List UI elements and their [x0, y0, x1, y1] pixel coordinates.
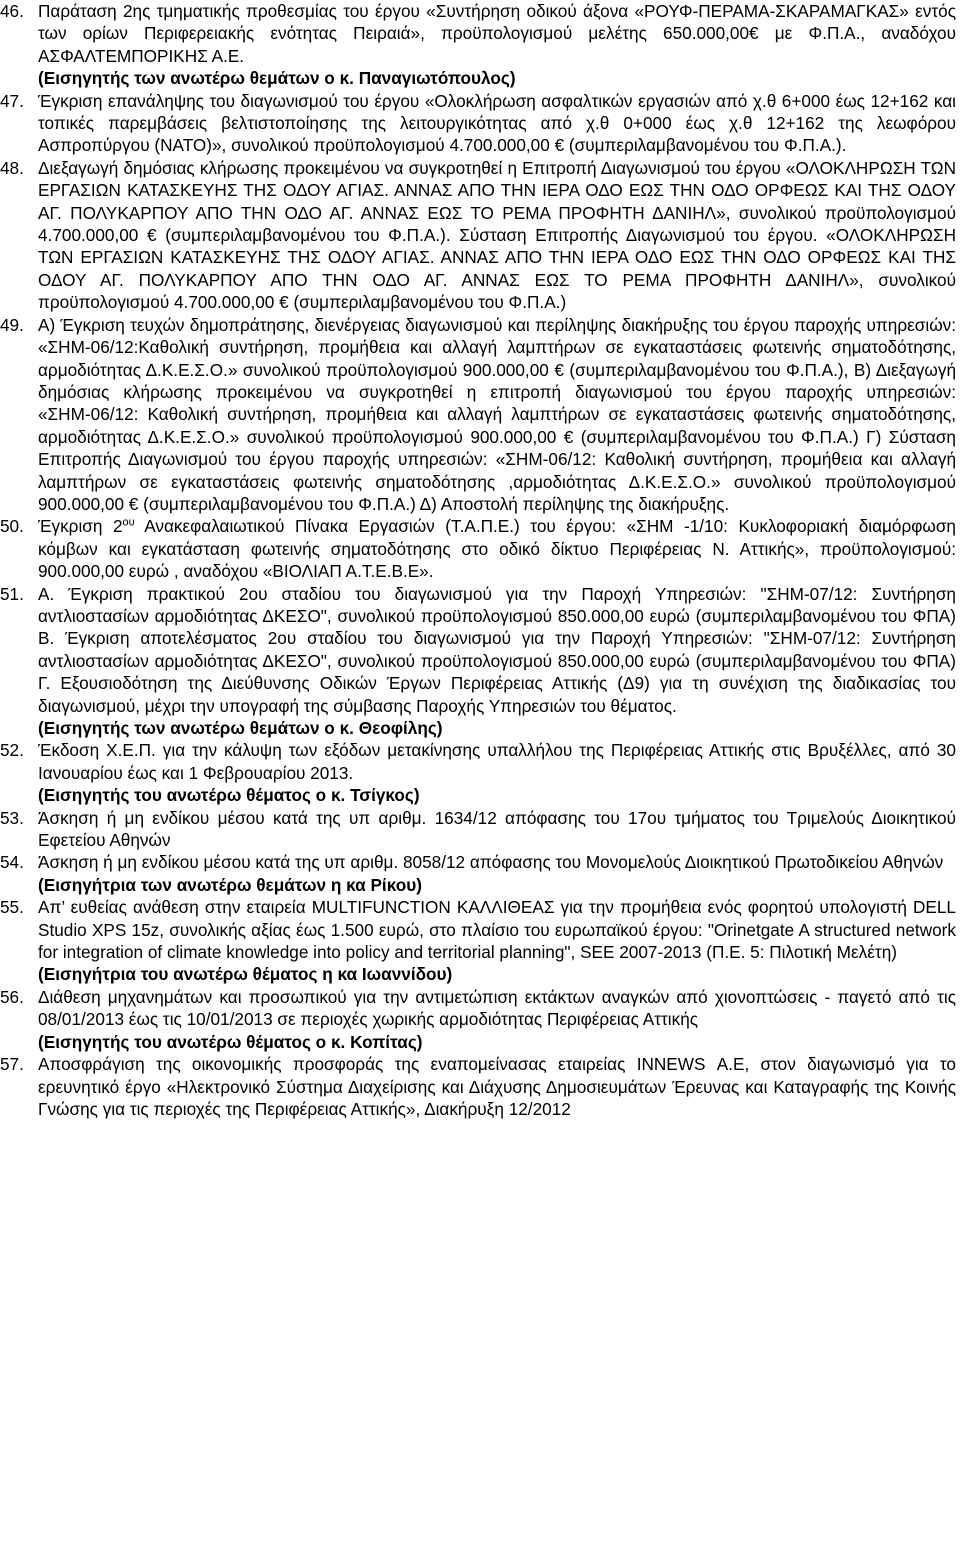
item-text-main: Απ’ ευθείας ανάθεση στην εταιρεία MULTIFUNCTION ΚΑΛΛΙΘΕΑΣ για την προμήθεια ενός φορητού υπολογιστή DELL Studio XPS 15z, συνολικής αξίας έως 1.500 ευρώ, στο πλαίσιο του ευρωπαϊκού έργου: "Orinetgate A structured network for integration of climate knowledge into policy and territorial planning", SEE 2007-2013 (Π.Ε. 5: Πιλοτική Μελέτη): [38, 897, 956, 963]
rapporteur-line: (Εισηγητής του ανωτέρω θέματος ο κ. Τσίγκος): [38, 785, 420, 806]
item-number: 51.: [0, 583, 24, 604]
agenda-item-50: [0, 515, 956, 582]
item-text: Άσκηση ή μη ενδίκου μέσου κατά της υπ αριθμ. 1634/12 απόφασης του 17ου τμήματος του Τριμελούς Διοικητικού Εφετείου Αθηνών: [38, 807, 956, 851]
agenda-item-56: [0, 986, 956, 1053]
item-text: Αποσφράγιση της οικονομικής προσφοράς της εναπομείνασας εταιρείας INNEWS Α.Ε, στον διαγωνισμό για το ερευνητικό έργο «Ηλεκτρονικό Σύστημα Διαχείρισης και Διάχυσης Δημοσιευμάτων Έρευνας και Καταγραφής της Κοινής Γνώσης για τις περιοχές της Περιφέρειας Αττικής», Διακήρυξη 12/2012: [38, 1054, 956, 1119]
item-number: 52.: [0, 740, 24, 761]
item-text-start: Έγκριση 2: [38, 516, 123, 537]
agenda-item-54: [0, 851, 956, 896]
item-number: 50.: [0, 516, 24, 537]
ordinal-superscript: ου: [122, 516, 135, 529]
item-number: 48.: [0, 157, 24, 178]
item-number: 56.: [0, 986, 24, 1007]
rapporteur-line: (Εισηγητής των ανωτέρω θεμάτων ο κ. Θεοφίλης): [38, 718, 443, 738]
item-text: Διεξαγωγή δημόσιας κλήρωσης προκειμένου να συγκροτηθεί η Επιτροπή Διαγωνισμού του έργου «ΟΛΟΚΛΗΡΩΣΗ ΤΩΝ ΕΡΓΑΣΙΩΝ ΚΑΤΑΣΚΕΥΗΣ ΤΗΣ ΟΔΟΥ ΑΓΙΑΣ. ΑΝΝΑΣ ΑΠΟ ΤΗΝ ΙΕΡΑ ΟΔΟ ΕΩΣ ΤΗΝ ΟΔΟ ΟΡΦΕΩΣ ΚΑΙ ΤΗΣ ΟΔΟΥ ΑΓ. ΠΟΛΥΚΑΡΠΟΥ ΑΠΟ ΤΗΝ ΟΔΟ ΑΓ. ΑΝΝΑΣ ΕΩΣ ΤΟ ΡΕΜΑ ΠΡΟΦΗΤΗ ΔΑΝΙΗΛ», συνολικού προϋπολογισμού 4.700.000,00 € (συμπεριλαμβανομένου του Φ.Π.Α.). Σύσταση Επιτροπής Διαγωνισμού του έργου. «ΟΛΟΚΛΗΡΩΣΗ ΤΩΝ ΕΡΓΑΣΙΩΝ ΚΑΤΑΣΚΕΥΗΣ ΤΗΣ ΟΔΟΥ ΑΓΙΑΣ. ΑΝΝΑΣ ΑΠΟ ΤΗΝ ΙΕΡΑ ΟΔΟ ΕΩΣ ΤΗΝ ΟΔΟ ΟΡΦΕΩΣ ΚΑΙ ΤΗΣ ΟΔΟΥ ΑΓ. ΠΟΛΥΚΑΡΠΟΥ ΑΠΟ ΤΗΝ ΟΔΟ ΑΓ. ΑΝΝΑΣ ΕΩΣ ΤΟ ΡΕΜΑ ΠΡΟΦΗΤΗ ΔΑΝΙΗΛ», συνολικού προϋπολογισμού 4.700.000,00 € (συμπεριλαμβανομένου του Φ.Π.Α.): [38, 157, 956, 313]
item-number: 47.: [0, 90, 24, 111]
item-number: 57.: [0, 1054, 24, 1075]
item-number: 55.: [0, 897, 24, 918]
rapporteur-line: (Εισηγητής του ανωτέρω θέματος ο κ. Κοπίτας): [38, 1031, 423, 1052]
item-text: Α. Έγκριση πρακτικού 2ου σταδίου του διαγωνισμού για την Παροχή Υπηρεσιών: "ΣΗΜ-07/12: Συντήρηση αντλιοστασίων αρμοδιότητας ΔΚΕΣΟ", συνολικού προϋπολογισμού 850.000,00 ευρώ (συμπεριλαμβανομένου του ΦΠΑ) Β. Έγκριση αποτελέσματος 2ου σταδίου του διαγωνισμού για την Παροχή Υπηρεσιών: "ΣΗΜ-07/12: Συντήρηση αντλιοστασίων αρμοδιότητας ΔΚΕΣΟ", συνολικού προϋπολογισμού 850.000,00 ευρώ (συμπεριλαμβανομένου του ΦΠΑ) Γ. Εξουσιοδότηση της Διεύθυνσης Οδικών Έργων Περιφέρειας Αττικής (Δ9) για τη συνέχιση της διαδικασίας του διαγωνισμού, μέχρι την υπογραφή της σύμβασης Παροχής Υπηρεσιών του θέματος.: [38, 583, 956, 716]
item-text: [38, 851, 956, 896]
agenda-item-52: [0, 739, 956, 806]
item-text: [38, 896, 956, 986]
item-text: [38, 986, 956, 1053]
item-number: 46.: [0, 1, 24, 21]
item-text-main: Έκδοση Χ.Ε.Π. για την κάλυψη των εξόδων μετακίνησης υπαλλήλου της Περιφέρειας Αττικής στις Βρυξέλλες, από 30 Ιανουαρίου έως και 1 Φεβρουαρίου 2013.: [38, 740, 956, 783]
item-text: Έγκριση επανάληψης του διαγωνισμού του έργου «Ολοκλήρωση ασφαλτικών εργασιών από χ.θ 6+000 έως 12+162 και τοπικές παρεμβάσεις βελτιστοποίησης της λειτουργικότητας από χ.θ 0+000 έως χ.θ 12+162 της λεωφόρου Ασπροπύργου (ΝΑΤΟ)», συνολικού προϋπολογισμού 4.700.000,00 € (συμπεριλαμβανομένου του Φ.Π.Α.).: [38, 90, 956, 156]
agenda-item-57: [0, 1053, 956, 1120]
item-text: Α) Έγκριση τευχών δημοπράτησης, διενέργειας διαγωνισμού και περίληψης διακήρυξης του έργου παροχής υπηρεσιών: «ΣΗΜ-06/12:Καθολική συντήρηση, προμήθεια και αλλαγή λαμπτήρων σε εγκαταστάσεις φωτεινής σηματοδότησης, αρμοδιότητας Δ.Κ.Ε.Σ.Ο.» συνολικού προϋπολογισμού 900.000,00 € (συμπεριλαμβανομένου του Φ.Π.Α.), Β) Διεξαγωγή δημόσιας κλήρωσης προκειμένου να συγκροτηθεί η επιτροπή διαγωνισμού του έργου παροχής υπηρεσιών: «ΣΗΜ-06/12: Καθολική συντήρηση, προμήθεια και αλλαγή λαμπτήρων σε εγκαταστάσεις φωτεινής σηματοδότησης, αρμοδιότητας Δ.Κ.Ε.Σ.Ο.» συνολικού προϋπολογισμού 900.000,00 € (συμπεριλαμβανομένου του Φ.Π.Α.) Γ) Σύσταση Επιτροπής Διαγωνισμού του έργου παροχής υπηρεσιών: «ΣΗΜ-06/12: Καθολική συντήρηση, προμήθεια και αλλαγή λαμπτήρων σε εγκαταστάσεις φωτεινής σηματοδότησης ,αρμοδιότητας Δ.Κ.Ε.Σ.Ο.» συνολικού προϋπολογισμού 900.000,00 € (συμπεριλαμβανομένου του Φ.Π.Α.) Δ) Αποστολή περίληψης της διακήρυξης.: [38, 314, 956, 514]
item-text: Παράταση 2ης τμηματικής προθεσμίας του έργου «Συντήρηση οδικού άξονα «ΡΟΥΦ-ΠΕΡΑΜΑ-ΣΚΑΡΑΜΑΓΚΑΣ» εντός των ορίων Περιφερειακής ενότητας Πειραιά», προϋπολογισμού μελέτης 650.000,00€ με Φ.Π.Α., αναδόχου ΑΣΦΑΛΤΕΜΠΟΡΙΚΗΣ Α.Ε.: [38, 1, 956, 66]
item-number: 49.: [0, 314, 24, 335]
agenda-item-47: [0, 90, 956, 157]
item-text-end: Ανακεφαλαιωτικού Πίνακα Εργασιών (Τ.Α.Π.Ε.) του έργου: «ΣΗΜ -1/10: Κυκλοφοριακή διαμόρφωση κόμβων και εγκατάσταση φωτεινής σηματοδότησης στο οδικό δίκτυο Περιφέρειας Ν. Αττικής», προϋπολογισμού: 900.000,00 ευρώ , αναδόχου «ΒΙΟΛΙΑΠ Α.Τ.Ε.Β.Ε».: [38, 516, 956, 582]
item-number: 53.: [0, 807, 24, 828]
agenda-item-55: [0, 896, 956, 986]
agenda-item-53: [0, 807, 956, 852]
item-text: [38, 739, 956, 806]
rapporteur-line: (Εισηγήτρια του ανωτέρω θέματος η κα Ιωαννίδου): [38, 964, 453, 985]
agenda-item-46: [0, 0, 956, 67]
item-text: [38, 515, 956, 582]
rapporteur-line: (Εισηγητής των ανωτέρω θεμάτων ο κ. Παναγιωτόπουλος): [38, 68, 516, 89]
rapporteur-line: (Εισηγήτρια των ανωτέρω θεμάτων η κα Ρίκου): [38, 874, 422, 895]
item-text-main: Διάθεση μηχανημάτων και προσωπικού για την αντιμετώπιση εκτάκτων αναγκών από χιονοπτώσεις - παγετό από τις 08/01/2013 έως τις 10/01/2013 σε περιοχές χωρικής αρμοδιότητας Περιφέρειας Αττικής: [38, 986, 956, 1030]
item-text-main: Άσκηση ή μη ενδίκου μέσου κατά της υπ αριθμ. 8058/12 απόφασης του Μονομελούς Διοικητικού Πρωτοδικείου Αθηνών: [38, 852, 944, 873]
agenda-item-49: [0, 314, 956, 516]
agenda-item-48: [0, 157, 956, 314]
item-number: 54.: [0, 852, 24, 873]
agenda-item-51: [0, 583, 956, 717]
